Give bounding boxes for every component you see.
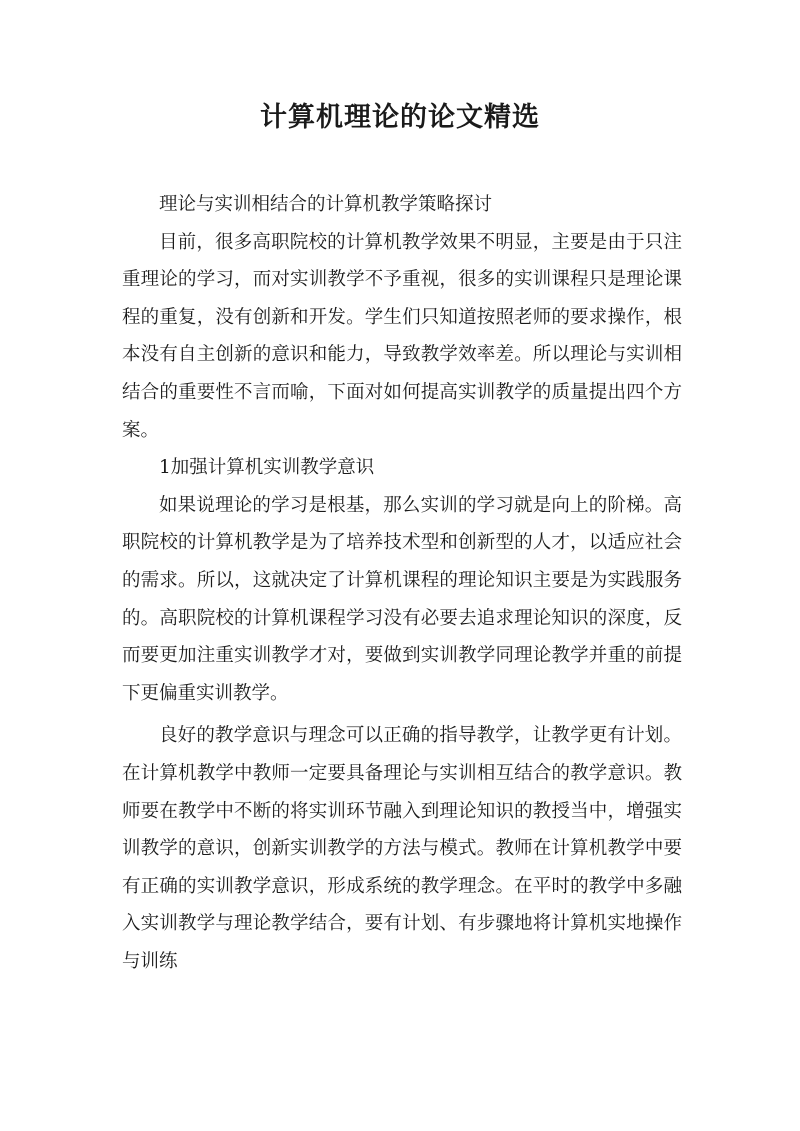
document-title: 计算机理论的论文精选 — [260, 102, 540, 133]
section-heading-1: 1加强计算机实训教学意识 — [159, 457, 375, 479]
paragraph-intro: 目前，很多高职院校的计算机教学效果不明显，主要是由于只注重理论的学习，而对实训教学不予重视，很多的实训课程只是理论课程的重复，没有创新和开发。学生们只知道按照老师的要求操作，根本没有自主创新的意识和能力，导致教学效率差。所以理论与实训相结合的重要性不言而喻，下面对如何提高实训教学的质量提出四个方案。 — [122, 231, 682, 441]
article-subtitle: 理论与实训相结合的计算机教学策略探讨 — [159, 194, 493, 215]
document-body — [122, 186, 682, 980]
paragraph-section-1: 如果说理论的学习是根基，那么实训的学习就是向上的阶梯。高职院校的计算机教学是为了培养技术型和创新型的人才，以适应社会的需求。所以，这就决定了计算机课程的理论知识主要是为实践服务的。高职院校的计算机课程学习没有必要去追求理论知识的深度，反而要更加注重实训教学才对，要做到实训教学同理论教学并重的前提下更偏重实训教学。 — [122, 494, 682, 704]
paragraph-teaching-awareness: 良好的教学意识与理念可以正确的指导教学，让教学更有计划。在计算机教学中教师一定要具备理论与实训相互结合的教学意识。教师要在教学中不断的将实训环节融入到理论知识的教授当中，增强实训教学的意识，创新实训教学的方法与模式。教师在计算机教学中要有正确的实训教学意识，形成系统的教学理念。在平时的教学中多融入实训教学与理论教学结合，要有计划、有步骤地将计算机实地操作与训练 — [122, 725, 682, 972]
